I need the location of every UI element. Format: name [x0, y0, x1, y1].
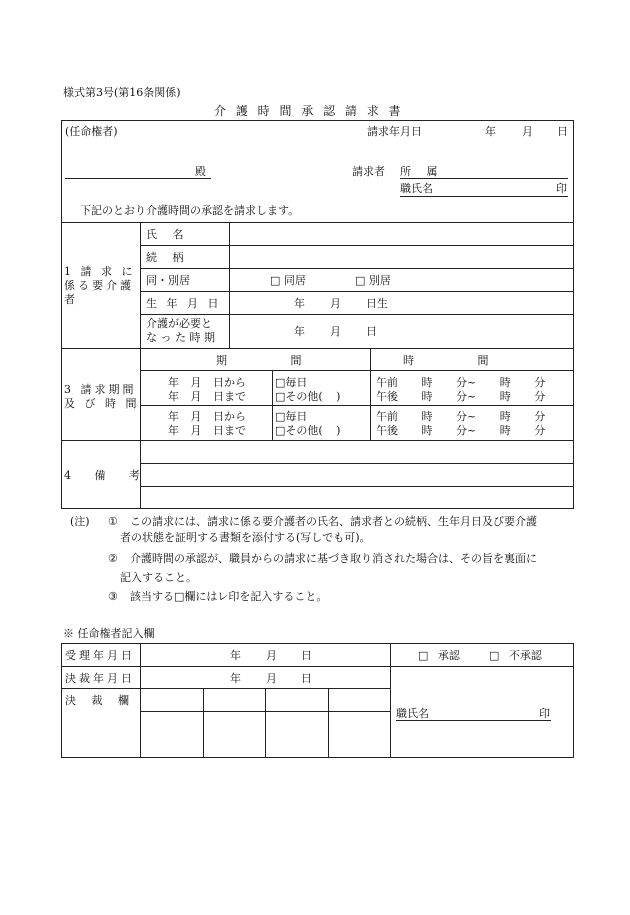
- section3-label: 及 び 時 間: [64, 397, 140, 410]
- seal-mark: 印: [556, 182, 567, 195]
- care-needed-label: 介護が必要と: [146, 317, 212, 330]
- appointer-label-divider: [140, 643, 141, 758]
- decided-date-label: 決裁年月日: [65, 672, 135, 685]
- other-option[interactable]: □その他( ): [275, 424, 341, 437]
- care-month: 月: [330, 325, 341, 338]
- section1-top-rule: [61, 222, 574, 223]
- affiliation-label: 所 属: [400, 165, 444, 178]
- not-approved-option[interactable]: □ 不承認: [489, 649, 542, 662]
- time-header: 時 間: [403, 354, 489, 367]
- title-name-line: [400, 196, 568, 197]
- other-option[interactable]: □その他( ): [275, 390, 341, 403]
- note-number: ③: [108, 590, 118, 603]
- period-from: 年 月 日から: [168, 376, 246, 389]
- appointer-section-title: ※ 任命権者記入欄: [63, 627, 155, 640]
- approved-option[interactable]: □ 承認: [418, 649, 460, 662]
- pm-time: 午後 時 分~ 時 分: [376, 424, 546, 437]
- section4-row-rule: [140, 463, 574, 464]
- appointer-row-rule: [61, 666, 574, 667]
- appointer-right-divider: [390, 643, 391, 758]
- appointer-row-rule: [61, 688, 390, 689]
- section3-label: 3 請求期間: [64, 383, 137, 396]
- received-year: 年: [230, 649, 241, 662]
- section1-row-rule: [140, 291, 574, 292]
- cohabit-separate-option[interactable]: □ 別居: [355, 274, 391, 287]
- period-to: 年 月 日まで: [168, 390, 246, 403]
- section1-field-divider: [229, 222, 230, 348]
- am-time: 午前 時 分~ 時 分: [376, 376, 546, 389]
- section4-top-rule: [61, 440, 574, 441]
- name-row-label: 氏 名: [146, 228, 190, 241]
- decided-year: 年: [230, 672, 241, 685]
- approval-stamp-divider: [203, 688, 204, 758]
- appointer-title-name-line: [396, 720, 551, 721]
- received-day: 日: [301, 649, 312, 662]
- note-number: ②: [108, 552, 118, 565]
- form-title: 介 護 時 間 承 認 請 求 書: [214, 104, 404, 118]
- appointer-title-name-label: 職氏名: [396, 707, 429, 720]
- care-day: 日: [366, 325, 377, 338]
- appointer-seal: 印: [539, 707, 550, 720]
- request-month: 月: [522, 125, 533, 138]
- cohabit-row-label: 同・別居: [146, 274, 190, 287]
- request-date-label: 請求年月日: [367, 125, 422, 138]
- section4-label: 4 備 考: [64, 469, 140, 482]
- section3-top-rule: [61, 348, 574, 349]
- section3-block-rule: [140, 405, 574, 406]
- addressee-suffix: 殿: [195, 165, 206, 178]
- pm-time: 午後 時 分~ 時 分: [376, 390, 546, 403]
- notes-prefix: (注): [70, 515, 90, 528]
- request-year: 年: [485, 125, 496, 138]
- section1-row-rule: [140, 314, 574, 315]
- period-time-divider: [370, 348, 371, 440]
- am-time: 午前 時 分~ 時 分: [376, 410, 546, 423]
- form-number: 様式第3号(第16条関係): [63, 86, 181, 99]
- note-number: ①: [108, 515, 118, 528]
- section3-header-rule: [140, 370, 574, 371]
- request-statement: 下記のとおり介護時間の承認を請求します。: [80, 204, 300, 217]
- received-month: 月: [266, 649, 277, 662]
- note-text: この請求には、請求に係る要介護者の氏名、請求者との続柄、生年月日及び要介護: [130, 515, 537, 528]
- decided-month: 月: [266, 672, 277, 685]
- relation-row-label: 続 柄: [146, 251, 190, 264]
- period-to: 年 月 日まで: [168, 424, 246, 437]
- received-date-label: 受理年月日: [65, 649, 135, 662]
- requester-label: 請求者: [352, 165, 385, 178]
- period-from: 年 月 日から: [168, 410, 246, 423]
- approval-stamp-divider: [265, 688, 266, 758]
- note-text: 記入すること。: [120, 571, 197, 584]
- birth-year: 年: [294, 297, 305, 310]
- affiliation-line: [400, 178, 568, 179]
- section-label-divider: [140, 222, 141, 509]
- approval-label: 決 裁 欄: [65, 694, 129, 707]
- addressee-line: [65, 178, 211, 179]
- care-year: 年: [294, 325, 305, 338]
- approval-stamp-divider: [328, 688, 329, 758]
- title-name-label: 職氏名: [400, 182, 433, 195]
- note-text: 該当する□欄にはレ印を記入すること。: [130, 590, 328, 603]
- section1-label: 者: [64, 293, 75, 306]
- cohabit-same-option[interactable]: □ 同居: [270, 274, 306, 287]
- daily-option[interactable]: □毎日: [275, 376, 308, 389]
- daily-option[interactable]: □毎日: [275, 410, 308, 423]
- section1-row-rule: [140, 268, 574, 269]
- appointer-label: (任命権者): [65, 125, 118, 138]
- birth-month: 月: [330, 297, 341, 310]
- decided-day: 日: [301, 672, 312, 685]
- note-text: 者の状態を証明する書類を添付する(写しでも可)。: [120, 531, 371, 544]
- birth-day: 日生: [366, 297, 388, 310]
- care-needed-label: な っ た 時 期: [146, 331, 215, 344]
- section4-row-rule: [140, 486, 574, 487]
- section1-row-rule: [140, 245, 574, 246]
- note-text: 介護時間の承認が、職員からの請求に基づき取り消された場合は、その旨を裏面に: [130, 552, 537, 565]
- section1-label: 係る要介護: [64, 279, 134, 292]
- section1-label: 1 請 求 に: [64, 265, 136, 278]
- request-day: 日: [557, 125, 568, 138]
- period-header: 期 間: [216, 354, 302, 367]
- birthdate-row-label: 生 年 月 日: [146, 297, 222, 310]
